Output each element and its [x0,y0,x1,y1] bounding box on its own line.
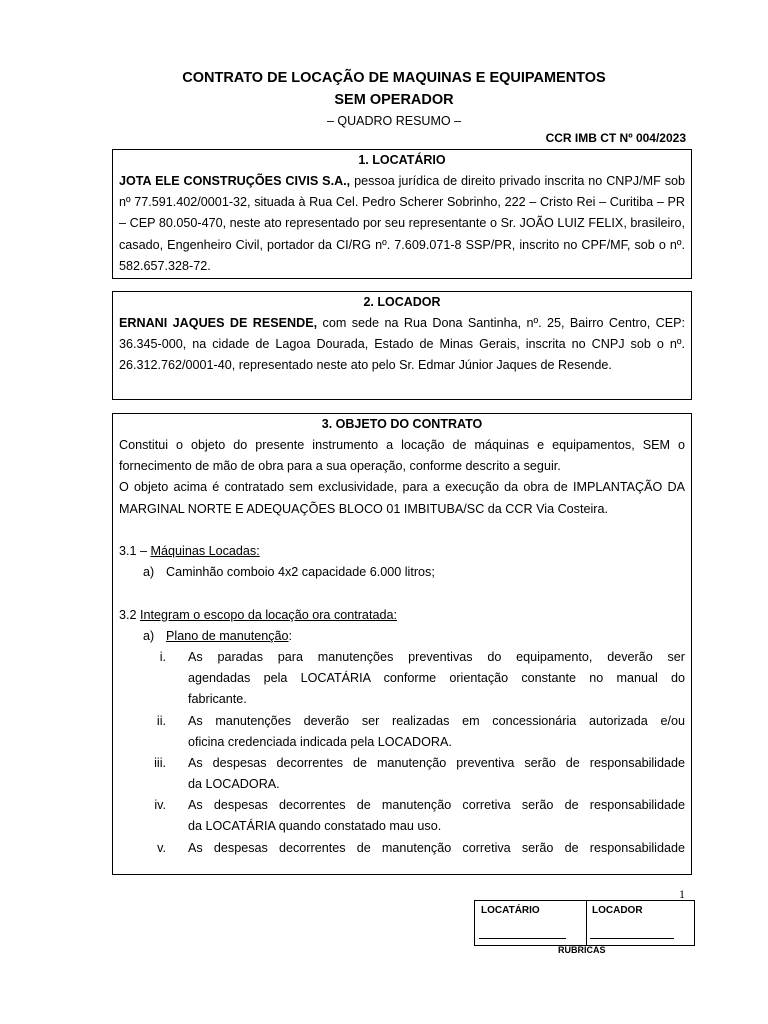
section-3-2-a-title: Plano de manutenção [166,628,289,643]
rubric-locador-signature-line [590,938,674,939]
section-3-2-a [113,626,691,647]
locador-heading: 2. LOCADOR [363,295,441,309]
rubric-locatario [475,901,587,945]
rubric-locatario-signature-line [479,938,566,939]
blank-line [113,520,691,541]
maintenance-item-number: v. [157,840,166,855]
locador-text: com sede na Rua Dona Santinha, nº. 25, Bairro Centro, CEP: 36.345-000, na cidade de Lagoa Dourada, Estado de Minas Gerais, inscrita no CNPJ sob o nº. 26.312.762/0001-40, representado neste ato pelo Sr. Edmar Júnior Jaques de Resende. [119,316,685,373]
section-3-1-title: Máquinas Locadas: [150,544,260,558]
locador-paragraph [113,313,691,377]
maintenance-item-number: iv. [154,798,166,813]
section-3-2-a-marker: a) [143,628,155,643]
maintenance-item-number: ii. [156,713,166,728]
section-3-2-a-colon: : [288,628,293,643]
maintenance-items [113,647,691,859]
maintenance-item-number: i. [159,649,166,664]
page-number: 1 [679,887,685,901]
locatario-name: JOTA ELE CONSTRUÇÕES CIVIS S.A., [119,174,351,188]
rubric-locador [586,901,694,945]
maintenance-item-text: As manutenções deverão ser realizadas em concessionária autorizada e/ou [188,713,685,728]
maintenance-item-line [113,816,691,837]
maintenance-item-line [113,647,691,668]
maintenance-item-line [113,753,691,774]
section-3-1-item-marker: a) [143,565,155,580]
maintenance-item-line [113,732,691,753]
maintenance-item-text: da LOCADORA. [188,777,280,792]
locatario-text: pessoa jurídica de direito privado inscrita no CNPJ/MF sob nº 77.591.402/0001-32, situada à Rua Cel. Pedro Scherer Sobrinho, 222 – Cristo Rei – Curitiba – PR – CEP 80.050-470, neste ato representado por seu representante o Sr. JOÃO LUIZ FELIX, brasileiro, casado, Engenheiro Civil, portador da CI/RG nº. 7.609.071-8 SSP/PR, inscrito no CPF/MF, sob o nº. 582.657.328-72. [119,174,686,273]
objeto-heading: 3. OBJETO DO CONTRATO [321,417,483,431]
rubricas-label: RUBRICAS [558,945,606,955]
section-3-2 [113,605,691,626]
document-subtitle: – QUADRO RESUMO – [326,114,462,128]
maintenance-item-line [113,795,691,816]
section-3-2-prefix: 3.2 [119,607,141,622]
maintenance-item-text: fabricante. [188,692,247,707]
section-3-1-item [113,562,691,583]
maintenance-item-text: As paradas para manutenções preventivas do equipamento, deverão ser [188,649,685,664]
document-title-line2: SEM OPERADOR [334,92,454,108]
maintenance-item-line [113,689,691,710]
contract-reference: CCR IMB CT Nº 004/2023 [545,131,686,145]
rubric-locador-label: LOCADOR [592,905,643,916]
objeto-section [112,413,692,875]
maintenance-item-line [113,774,691,795]
maintenance-item-line [113,668,691,689]
maintenance-item-text: da LOCATÁRIA quando constatado mau uso. [188,819,442,834]
maintenance-item-text: As despesas decorrentes de manutenção corretiva serão de responsabilidade [188,840,685,855]
locador-section [112,291,692,400]
rubric-locatario-label: LOCATÁRIO [481,905,540,916]
objeto-para2: O objeto acima é contratado sem exclusividade, para a execução da obra de IMPLANTAÇÃO DA MARGINAL NORTE E ADEQUAÇÕES BLOCO 01 IMBITUBA/SC da CCR Via Costeira. [119,480,685,516]
section-3-1 [113,541,691,562]
maintenance-item-number: iii. [154,755,166,770]
locatario-paragraph [113,171,691,277]
maintenance-item-text: As despesas decorrentes de manutenção corretiva serão de responsabilidade [188,798,685,813]
rubric-box [474,900,695,946]
maintenance-item-text: As despesas decorrentes de manutenção preventiva serão de responsabilidade [188,755,685,770]
document-title-line1: CONTRATO DE LOCAÇÃO DE MAQUINAS E EQUIPAMENTOS [182,70,606,86]
section-3-1-prefix: 3.1 – [119,544,151,558]
maintenance-item-text: agendadas pela LOCATÁRIA conforme orientação constante no manual do [188,671,685,686]
maintenance-item-text: oficina credenciada indicada pela LOCADORA. [188,734,452,749]
maintenance-item-line [113,838,691,859]
locador-name: ERNANI JAQUES DE RESENDE, [119,316,318,330]
blank-line [113,583,691,604]
locatario-section [112,149,692,279]
maintenance-item-line [113,711,691,732]
section-3-2-title: Integram o escopo da locação ora contratada: [140,607,397,622]
objeto-para1: Constitui o objeto do presente instrumento a locação de máquinas e equipamentos, SEM o fornecimento de mão de obra para a sua operação, conforme descrito a seguir. [119,438,685,474]
section-3-1-item-text: Caminhão comboio 4x2 capacidade 6.000 litros; [166,565,435,580]
locatario-heading: 1. LOCATÁRIO [358,153,446,167]
